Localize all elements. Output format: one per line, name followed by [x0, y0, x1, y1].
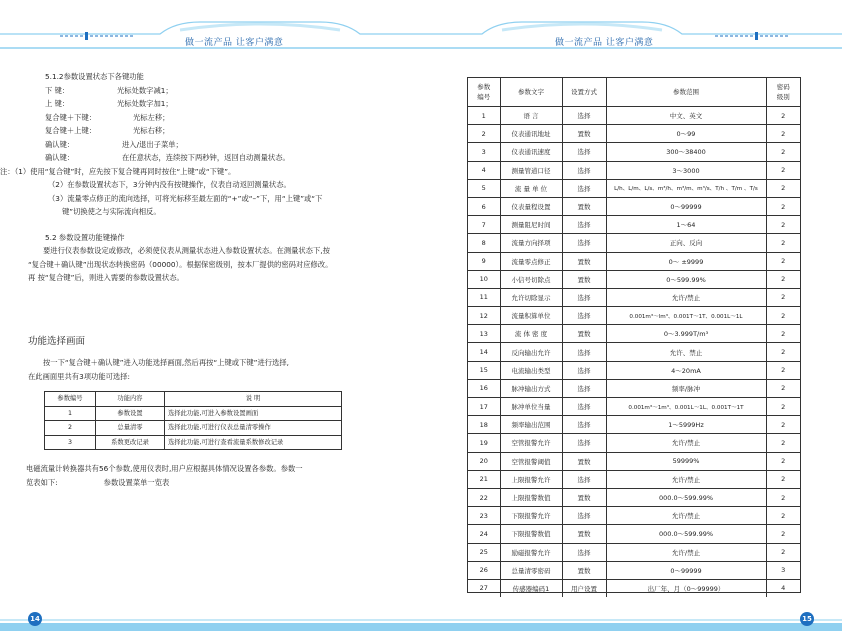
header-slogan-right: 做一流产品 让客户满意: [555, 38, 654, 48]
paragraph: 按一下“复合键＋确认键”进入功能选择画面,然后再按“上键或下键”进行选择,: [43, 358, 289, 367]
note-3: （3）流量零点修正的流向选择，可将光标移至最左面的“+”或“–”下，用“上键”或“下: [48, 193, 323, 203]
table-cell: 2: [766, 197, 800, 215]
table-cell: 流量积算单位: [500, 307, 562, 325]
table-cell: 空管报警允许: [500, 434, 562, 452]
parameter-table: [468, 78, 800, 597]
table-cell: 仪表量程设置: [500, 197, 562, 215]
table-cell: 置数: [562, 452, 606, 470]
parameter-table-frame: [467, 77, 801, 593]
table-cell: 0～599.99%: [606, 270, 766, 288]
table-row: [468, 525, 800, 543]
table-cell: 2: [45, 421, 96, 436]
table-cell: 22: [468, 488, 500, 506]
table-cell: 置数: [562, 325, 606, 343]
table-cell: 2: [766, 161, 800, 179]
table-cell: 正向、反向: [606, 234, 766, 252]
table-cell: 12: [468, 307, 500, 325]
table-cell: 选择: [562, 161, 606, 179]
table-cell: 语 言: [500, 107, 562, 125]
table-header-row: [468, 78, 800, 107]
table-cell: 下限报警允许: [500, 507, 562, 525]
table-row: [468, 561, 800, 579]
table-cell: 0～ ±9999: [606, 252, 766, 270]
table-cell: 2: [766, 125, 800, 143]
paragraph: 再 按“复合键”后，则进入需要的参数设置状态。: [28, 273, 184, 282]
table-cell: 1: [45, 406, 96, 421]
table-cell: 7: [468, 216, 500, 234]
table-cell: 置数: [562, 488, 606, 506]
table-row: [468, 107, 800, 125]
paragraph: 要进行仪表参数设定或修改，必须使仪表从测量状态进入参数设置状态。在测量状态下,按: [43, 246, 330, 255]
table-cell: 选择: [562, 216, 606, 234]
table-cell: 选择: [562, 143, 606, 161]
table-row: [468, 507, 800, 525]
note-3-cont: 键”切换使之与实际流向相反。: [62, 207, 161, 216]
table-cell: 仪表通讯地址: [500, 125, 562, 143]
table-cell: 10: [468, 270, 500, 288]
table-cell: 允许/禁止: [606, 507, 766, 525]
table-cell: 59999%: [606, 452, 766, 470]
table-cell: 2: [766, 434, 800, 452]
table-cell: 空管报警阈值: [500, 452, 562, 470]
table-cell: 2: [766, 307, 800, 325]
table-cell: 11: [468, 288, 500, 306]
left-page: [0, 70, 413, 489]
table-cell: 19: [468, 434, 500, 452]
table-cell: 置数: [562, 561, 606, 579]
table-cell: 选择: [562, 107, 606, 125]
table-row: [468, 579, 800, 597]
table-cell: 2: [468, 125, 500, 143]
table-cell: 0～99: [606, 125, 766, 143]
table-row: [45, 421, 342, 436]
table-cell: 选择: [562, 307, 606, 325]
table-cell: 23: [468, 507, 500, 525]
table-cell: 测量阻尼时间: [500, 216, 562, 234]
table-row: [468, 234, 800, 252]
table-cell: 4: [468, 161, 500, 179]
table-cell: 允许/禁止: [606, 434, 766, 452]
page-number-right: 15: [800, 612, 814, 626]
table-row: [468, 216, 800, 234]
table-cell: 2: [766, 288, 800, 306]
table-cell: 频率/脉冲: [606, 379, 766, 397]
table-cell: 9: [468, 252, 500, 270]
table-cell: 0.001m³～1m³、0.001L～1L、0.001T～1T: [606, 398, 766, 416]
table-cell: 000.0～599.99%: [606, 525, 766, 543]
key-row: 确认键： 进入/退出子菜单；: [45, 139, 183, 149]
table-cell: 3: [766, 561, 800, 579]
paragraph: [26, 476, 413, 490]
table-cell: 2: [766, 343, 800, 361]
table-row: [468, 361, 800, 379]
paragraph: 电磁流量计转换器共有56个参数,使用仪表时,用户应根据具体情况设置各参数。参数一: [26, 464, 303, 473]
table-cell: 系数更改记录: [96, 435, 165, 450]
table-cell: 置数: [562, 125, 606, 143]
table-cell: 16: [468, 379, 500, 397]
table-cell: 5: [468, 179, 500, 197]
table-header-row: [45, 392, 342, 407]
table-row: [468, 270, 800, 288]
table-cell: 24: [468, 525, 500, 543]
table-cell: 0～3.999T/m³: [606, 325, 766, 343]
table-row: [468, 143, 800, 161]
table-header: 设置方式: [562, 78, 606, 107]
table-cell: 下限报警数值: [500, 525, 562, 543]
table-row: [468, 434, 800, 452]
table-cell: 3: [45, 435, 96, 450]
table-cell: 反向输出允许: [500, 343, 562, 361]
section-title: 功能选择画面: [28, 335, 86, 347]
table-cell: 3～3000: [606, 161, 766, 179]
table-row: [468, 416, 800, 434]
table-cell: 2: [766, 416, 800, 434]
table-cell: 2: [766, 361, 800, 379]
page-number-left: 14: [28, 612, 42, 626]
table-cell: 测量管道口径: [500, 161, 562, 179]
table-cell: 8: [468, 234, 500, 252]
table-row: [468, 470, 800, 488]
key-row: 下 键： 光标处数字减1；: [45, 85, 173, 95]
table-cell: 选择: [562, 288, 606, 306]
table-cell: 13: [468, 325, 500, 343]
note-2: （2）在参数设置状态下，3分钟内没有按键操作，仪表自动返回测量状态。: [48, 180, 291, 189]
table-row: [468, 398, 800, 416]
table-cell: 1: [468, 107, 500, 125]
table-cell: 选择: [562, 543, 606, 561]
table-cell: 18: [468, 416, 500, 434]
table-cell: 2: [766, 325, 800, 343]
table-cell: 2: [766, 507, 800, 525]
table-cell: 选择: [562, 416, 606, 434]
table-cell: 4～20mA: [606, 361, 766, 379]
table-row: [468, 543, 800, 561]
key-row: 复合键＋下键： 光标左移；: [45, 112, 170, 122]
table-cell: 选择: [562, 343, 606, 361]
note-1: 注：（1）使用“复合键”时，应先按下复合键再同时按住“上键”或“下键”。: [0, 166, 236, 176]
table-cell: 流量零点修正: [500, 252, 562, 270]
table-row: [468, 179, 800, 197]
table-cell: 2: [766, 107, 800, 125]
table-cell: 1～64: [606, 216, 766, 234]
table-cell: 1～5999Hz: [606, 416, 766, 434]
table-cell: 0.001m³～lm³、0.001T～1T、0.001L～1L: [606, 307, 766, 325]
table-cell: 2: [766, 179, 800, 197]
paragraph: 在此画面里共有3项功能可选择:: [28, 371, 130, 381]
paragraph: “复合键＋确认键”出现状态转换密码（00000）。根据保密级别，按本厂提供的密码对应修改。: [28, 259, 333, 269]
table-cell: 14: [468, 343, 500, 361]
table-cell: 小信号切除点: [500, 270, 562, 288]
table-cell: 传感器编码1: [500, 579, 562, 597]
table-cell: 2: [766, 216, 800, 234]
table-cell: 选择: [562, 234, 606, 252]
table-cell: 2: [766, 543, 800, 561]
table-cell: 2: [766, 143, 800, 161]
table-cell: 17: [468, 398, 500, 416]
table-cell: 2: [766, 452, 800, 470]
table-header: 参数范围: [606, 78, 766, 107]
table-row: [468, 325, 800, 343]
key-row: 上 键： 光标处数字加1；: [45, 99, 173, 108]
footer-decoration: [0, 609, 842, 631]
table-cell: 选择: [562, 434, 606, 452]
table-cell: 选择此功能,可进行查看流量系数修改记录: [165, 435, 342, 450]
table-cell: 选择: [562, 470, 606, 488]
table-cell: 置数: [562, 525, 606, 543]
table-cell: 27: [468, 579, 500, 597]
paragraph-lead: 览表如下:: [26, 477, 58, 487]
table-cell: 中文、英文: [606, 107, 766, 125]
key-row: 确认键： 在任意状态，连续按下两秒钟，返回自动测量状态。: [45, 153, 290, 162]
table-cell: 允许/禁止: [606, 288, 766, 306]
table-cell: 允许/禁止: [606, 543, 766, 561]
table-cell: 选择: [562, 179, 606, 197]
table-cell: 电流输出类型: [500, 361, 562, 379]
table-cell: 参数设置: [96, 406, 165, 421]
table-cell: 允许切除显示: [500, 288, 562, 306]
table-cell: 2: [766, 525, 800, 543]
table-cell: 置数: [562, 197, 606, 215]
table-cell: 置数: [562, 252, 606, 270]
table-row: [468, 307, 800, 325]
table-cell: 选择: [562, 361, 606, 379]
table-cell: 2: [766, 252, 800, 270]
table-cell: 脉冲单位当量: [500, 398, 562, 416]
table-row: [45, 435, 342, 450]
table-cell: 2: [766, 488, 800, 506]
table-cell: 脉冲输出方式: [500, 379, 562, 397]
table-cell: 流 体 密 度: [500, 325, 562, 343]
table-row: [468, 125, 800, 143]
table-cell: 0～99999: [606, 197, 766, 215]
table-cell: 允许、禁止: [606, 343, 766, 361]
table-header: 参数 编号: [468, 78, 500, 107]
table-cell: 仪表通讯速度: [500, 143, 562, 161]
table-cell: 2: [766, 234, 800, 252]
table-row: [468, 252, 800, 270]
table-cell: 上限报警允许: [500, 470, 562, 488]
table-row: [468, 288, 800, 306]
table-cell: 选择此功能,可进行仪表总量清零操作: [165, 421, 342, 436]
table-row: [468, 379, 800, 397]
table-row: [45, 406, 342, 421]
table-cell: 15: [468, 361, 500, 379]
table-cell: 选择: [562, 507, 606, 525]
key-row: 复合键＋上键： 光标右移；: [45, 126, 170, 135]
table-cell: 6: [468, 197, 500, 215]
table-cell: 2: [766, 470, 800, 488]
table-header: 功能内容: [96, 392, 165, 407]
table-cell: 21: [468, 470, 500, 488]
table-row: [468, 197, 800, 215]
heading-5-1-2: 5.1.2参数设置状态下各键功能: [45, 72, 144, 81]
table-cell: 300～38400: [606, 143, 766, 161]
table-cell: 选择此功能,可进入参数设置画面: [165, 406, 342, 421]
table-cell: 流 量 单 位: [500, 179, 562, 197]
table-cell: 置数: [562, 270, 606, 288]
table-caption: 参数设置菜单一览表: [103, 477, 170, 487]
table-cell: 用户设置: [562, 579, 606, 597]
table-header: 说 明: [165, 392, 342, 407]
table-cell: L/h、L/m、L/s、m³/h、m³/m、m³/s、T/h 、T/m 、T/s: [606, 179, 766, 197]
table-cell: 励磁报警允许: [500, 543, 562, 561]
table-cell: 选择: [562, 379, 606, 397]
table-cell: 4: [766, 579, 800, 597]
table-cell: 总量清零: [96, 421, 165, 436]
table-cell: 选择: [562, 398, 606, 416]
table-row: [468, 343, 800, 361]
table-cell: 上限报警数值: [500, 488, 562, 506]
table-header: 密码 级别: [766, 78, 800, 107]
table-cell: 流量方向择项: [500, 234, 562, 252]
table-row: [468, 161, 800, 179]
heading-5-2: 5.2 参数设置功能键操作: [45, 232, 125, 242]
table-cell: 000.0～599.99%: [606, 488, 766, 506]
table-cell: 26: [468, 561, 500, 579]
table-cell: 总量清零密码: [500, 561, 562, 579]
header-decoration: [0, 0, 842, 52]
table-cell: 出厂年、月（0～99999）: [606, 579, 766, 597]
table-cell: 2: [766, 398, 800, 416]
table-row: [468, 452, 800, 470]
function-table: [44, 391, 342, 450]
table-row: [468, 488, 800, 506]
table-header: 参数文字: [500, 78, 562, 107]
table-cell: 0～99999: [606, 561, 766, 579]
table-cell: 20: [468, 452, 500, 470]
table-cell: 2: [766, 379, 800, 397]
table-cell: 25: [468, 543, 500, 561]
table-header: 参数编号: [45, 392, 96, 407]
table-cell: 2: [766, 270, 800, 288]
table-cell: 3: [468, 143, 500, 161]
table-cell: 允许/禁止: [606, 470, 766, 488]
table-cell: 频率输出范围: [500, 416, 562, 434]
header-slogan-left: 做一流产品 让客户满意: [185, 38, 284, 48]
